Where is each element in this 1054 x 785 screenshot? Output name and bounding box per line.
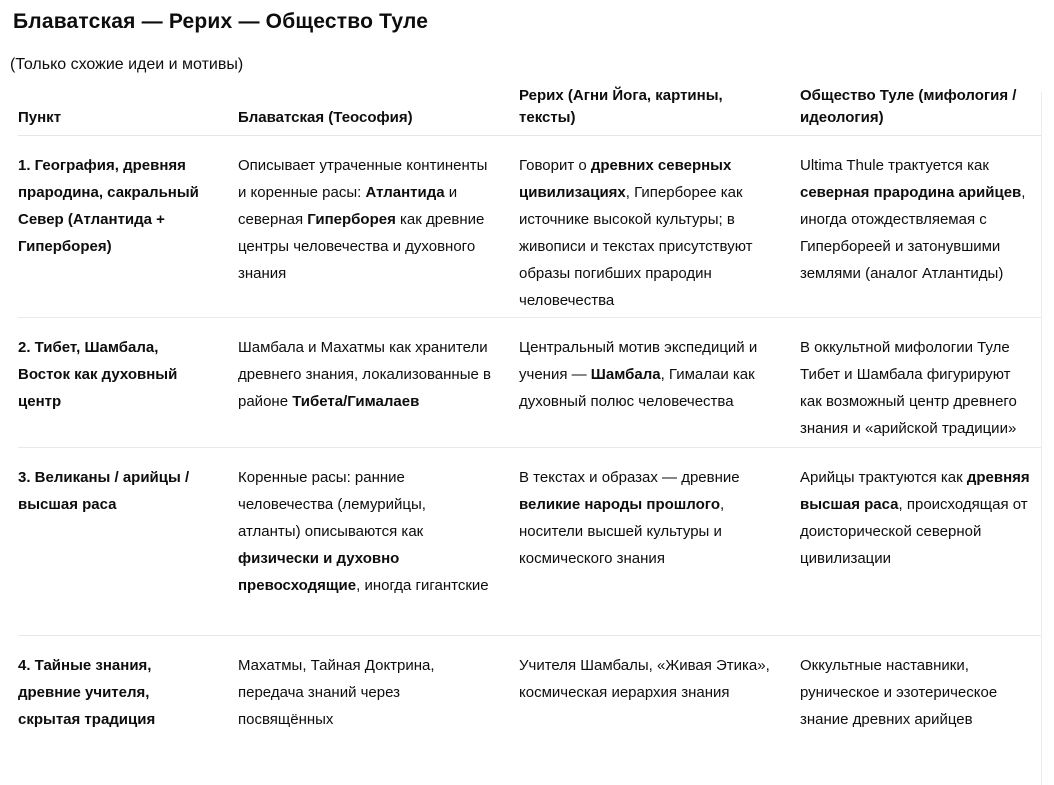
page-subtitle: (Только схожие идеи и мотивы): [10, 56, 244, 73]
emphasized-text: северная прародина арийцев: [800, 184, 1022, 201]
cell-thule: [800, 136, 1042, 318]
header-row: [18, 85, 1042, 136]
table-row: [18, 636, 1042, 763]
cell-roerich: [519, 318, 800, 448]
text-segment: , происходящая от доисторической северной цивилизации: [800, 496, 1028, 567]
emphasized-text: физически и духовно превосходящие: [238, 550, 400, 594]
cell-roerich: [519, 136, 800, 318]
text-segment: Шамбала и Махатмы как хранители древнего знания, локализованные в районе: [238, 339, 491, 410]
cell-point: 4. Тайные знания, древние учителя, скрытая традиция: [18, 657, 156, 728]
cell-roerich: [519, 448, 800, 636]
page-title: Блаватская — Рерих — Общество Туле: [13, 10, 429, 33]
cell-point: 2. Тибет, Шамбала, Восток как духовный центр: [18, 318, 238, 448]
comparison-table-grid: [18, 85, 1042, 763]
cell-thule: [800, 318, 1042, 448]
comparison-table: [18, 85, 1054, 763]
emphasized-text: великие народы прошлого: [519, 496, 720, 513]
emphasized-text: древняя высшая раса: [800, 469, 1030, 513]
col-header-point: Пункт: [18, 85, 238, 136]
text-segment: Центральный мотив экспедиций и учения —: [519, 339, 758, 383]
cell-blavatskaya: [238, 448, 519, 636]
emphasized-text: Шамбала: [590, 366, 661, 383]
cell-thule: [800, 636, 1042, 763]
text-segment: Ultima Thule трактуется как: [800, 157, 989, 174]
cell-roerich: [519, 636, 800, 763]
text-segment: , Гиперборее как источнике высокой культуры; в живописи и текстах присутствуют образы погибших прародин человечества: [519, 184, 753, 309]
text-segment: , носители высшей культуры и космического знания: [519, 496, 725, 567]
col-header-blavatskaya: Блаватская (Теософия): [238, 85, 519, 136]
document: [0, 8, 1054, 785]
cell-point: 1. География, древняя прародина, сакральный Север (Атлантида + Гиперборея): [18, 136, 238, 318]
cell-blavatskaya: [238, 636, 519, 763]
cell-blavatskaya: [238, 318, 519, 448]
text-segment: , иногда гигантские: [356, 577, 489, 594]
text-segment: В текстах и образах — древние: [519, 469, 740, 486]
cell-point: 3. Великаны / арийцы / высшая раса: [18, 448, 238, 636]
text-segment: Махатмы, Тайная Доктрина, передача знаний через посвящённых: [238, 657, 435, 728]
cell-blavatskaya: [238, 136, 519, 318]
text-segment: , иногда отождествляемая с Гипербореей и затонувшими землями (аналог Атлантиды): [800, 184, 1026, 282]
text-segment: Коренные расы: ранние человечества (лемурийцы, атланты) описываются как: [238, 469, 426, 540]
text-segment: Описывает утраченные континенты и коренные расы:: [238, 157, 488, 201]
text-segment: Учителя Шамбалы, «Живая Этика», космическая иерархия знания: [519, 657, 770, 701]
emphasized-text: Гиперборея: [307, 211, 396, 228]
table-row: [18, 136, 1042, 318]
text-segment: и северная: [238, 184, 458, 228]
col-header-thule: Общество Туле (мифология / идеология): [800, 85, 1042, 136]
table-row: [18, 318, 1042, 448]
text-segment: Оккультные наставники, руническое и эзотерическое знание древних арийцев: [800, 657, 998, 728]
text-segment: , Гималаи как духовный полюс человечества: [519, 366, 755, 410]
text-segment: В оккультной мифологии Туле Тибет и Шамбала фигурируют как возможный центр древнего знания и «арийской традиции»: [800, 339, 1017, 437]
text-segment: Говорит о: [519, 157, 591, 174]
col-header-roerich: Рерих (Агни Йога, картины, тексты): [519, 85, 800, 136]
emphasized-text: Тибета/Гималаев: [292, 393, 420, 410]
cell-thule: [800, 448, 1042, 636]
text-segment: Арийцы трактуются как: [800, 469, 967, 486]
emphasized-text: Атлантида: [365, 184, 445, 201]
table-row: [18, 448, 1042, 636]
emphasized-text: древних северных цивилизациях: [519, 157, 732, 201]
table-right-border: [1041, 92, 1042, 785]
text-segment: как древние центры человечества и духовного знания: [238, 211, 485, 282]
